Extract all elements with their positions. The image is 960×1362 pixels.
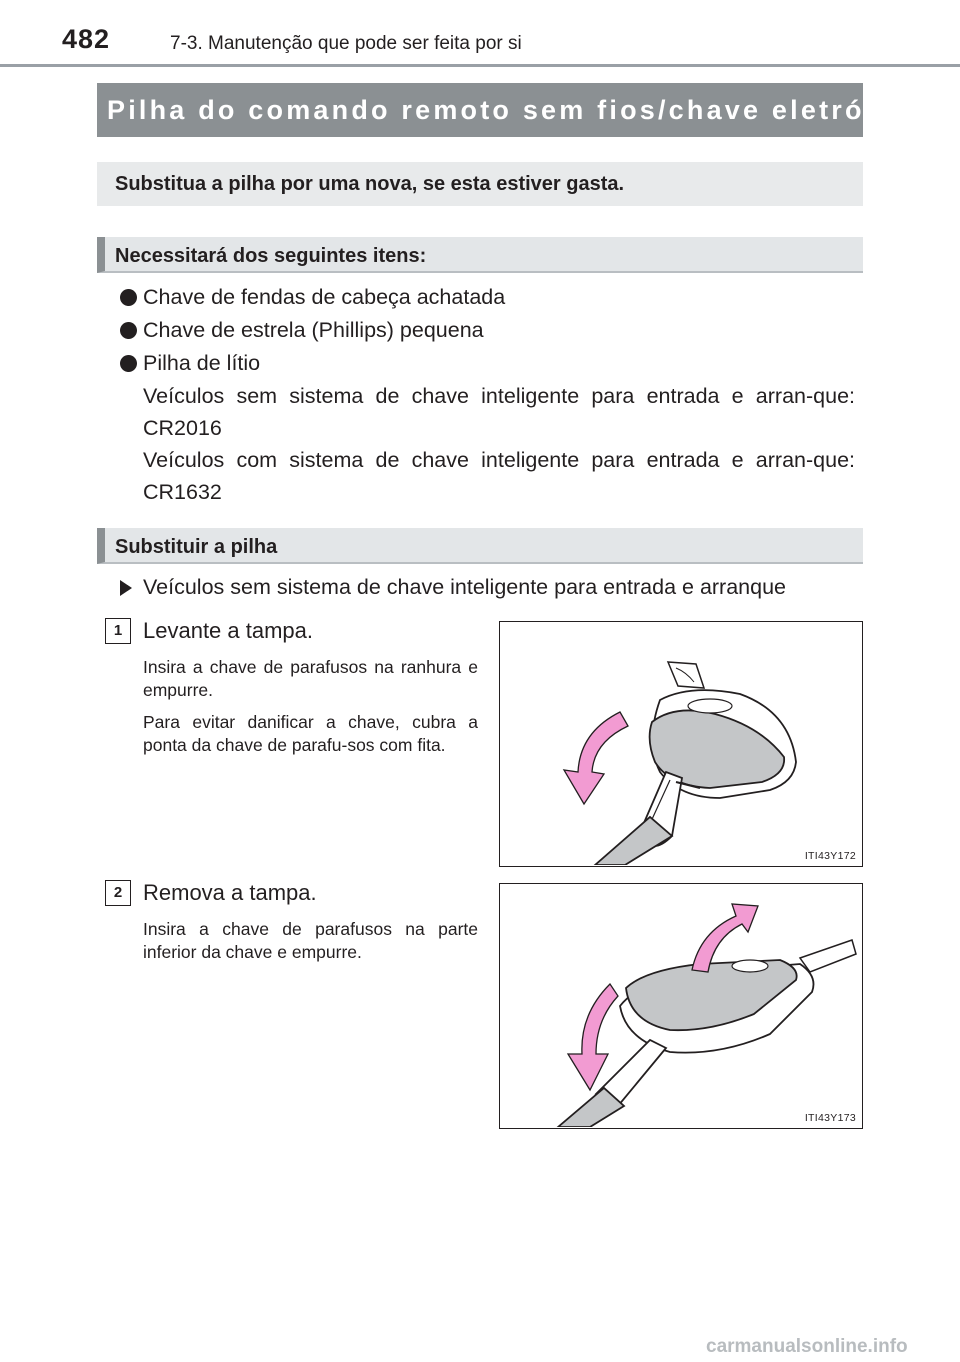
intro-box: Substitua a pilha por uma nova, se esta estiver gasta. [97, 162, 863, 206]
header-divider [0, 64, 960, 67]
battery-spec-no-smart-key: Veículos sem sistema de chave inteligente para entrada e arran-que: CR2016 [143, 384, 855, 440]
page-number: 482 [62, 24, 111, 54]
figure-code-2: ITI43Y173 [804, 1112, 856, 1124]
key-remove-cover-illustration [500, 884, 861, 1127]
replace-heading: Substituir a pilha [97, 528, 863, 564]
items-heading: Necessitará dos seguintes itens: [97, 237, 863, 273]
figure-code-1: ITI43Y172 [804, 850, 856, 862]
step-number-1: 1 [105, 618, 131, 644]
step-1-note-2: Para evitar danificar a chave, cubra a ponta da chave de parafu-sos com fita. [143, 712, 478, 755]
step-2-note-1: Insira a chave de parafusos na parte inferior da chave e empurre. [143, 919, 478, 962]
item-screwdriver-flat: Chave de fendas de cabeça achatada [143, 285, 506, 309]
section-title: 7-3. Manutenção que pode ser feita por si [170, 33, 522, 54]
item-lithium-battery: Pilha de lítio [143, 351, 261, 375]
vehicle-condition: Veículos sem sistema de chave inteligente para entrada e arranque [143, 575, 787, 599]
item-screwdriver-phillips: Chave de estrela (Phillips) pequena [143, 318, 484, 342]
bullet-icon [120, 355, 137, 372]
step-1-note-1: Insira a chave de parafusos na ranhura e empurre. [143, 657, 478, 700]
step-2-title: Remova a tampa. [143, 880, 317, 905]
figure-remove-cover [499, 883, 863, 1129]
main-title: Pilha do comando remoto sem fios/chave eletrónica [97, 83, 863, 137]
bullet-icon [120, 322, 137, 339]
watermark: carmanualsonline.info [706, 1336, 908, 1357]
bullet-icon [120, 289, 137, 306]
step-1-title: Levante a tampa. [143, 618, 314, 643]
figure-lift-cover [499, 621, 863, 867]
key-lift-cover-illustration [500, 622, 861, 865]
triangle-bullet-icon [120, 580, 132, 596]
step-number-2: 2 [105, 880, 131, 906]
battery-spec-smart-key: Veículos com sistema de chave inteligente para entrada e arran-que: CR1632 [143, 448, 855, 504]
